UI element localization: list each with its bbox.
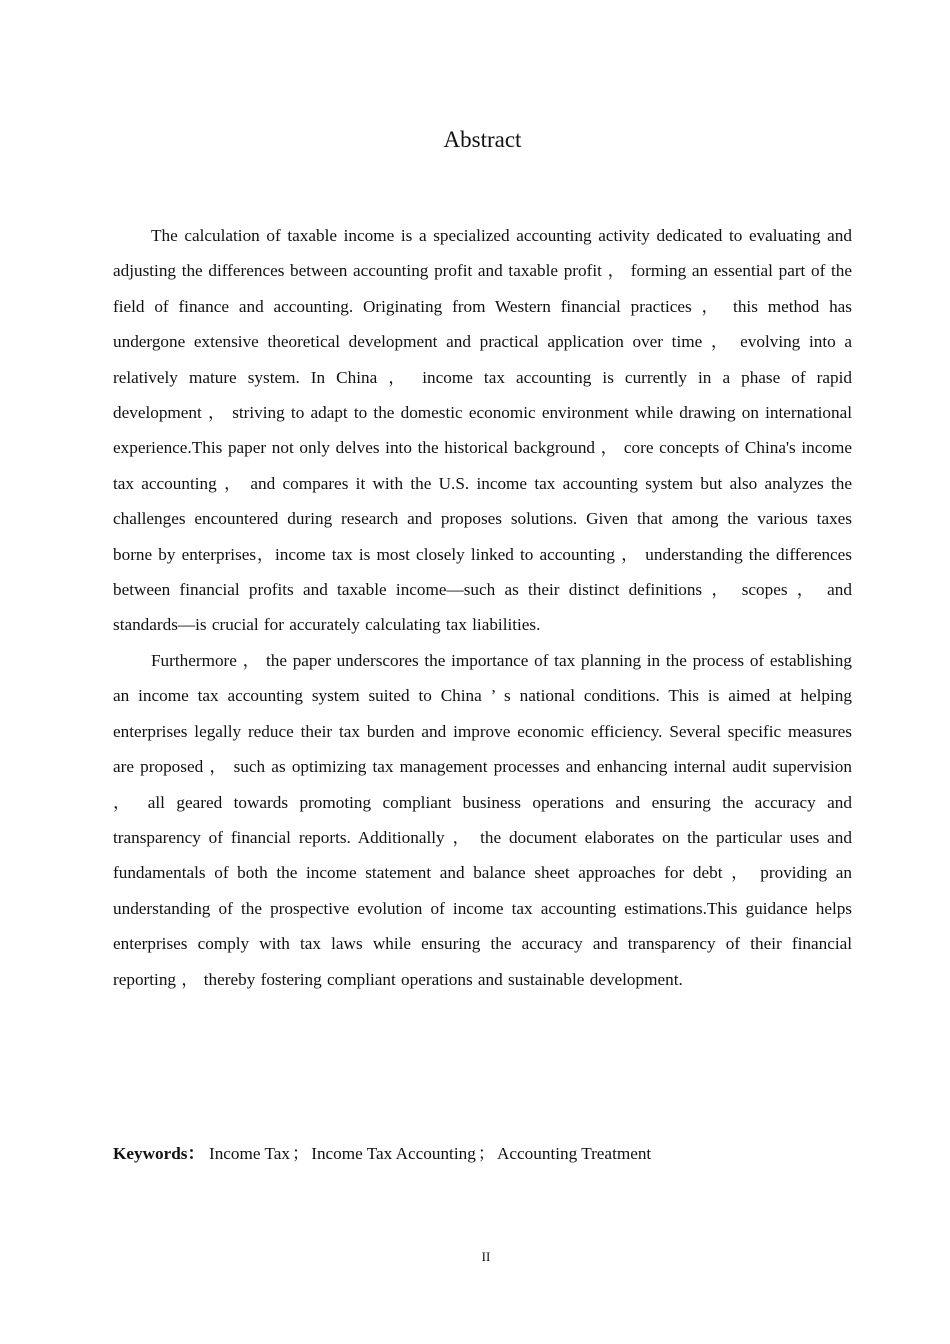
keyword-separator: ； [477,1144,496,1163]
keyword-item: Income Tax Accounting [311,1144,476,1163]
page-number: II [481,1249,491,1264]
keywords-line [113,1138,852,1170]
keyword-separator: ； [292,1144,310,1163]
abstract-paragraph-2: Furthermore ， the paper underscores the importance of tax planning in the process of establishing an income tax accounting system suited to China ’ s national conditions. This is aimed at helping enterprises legally reduce their tax burden and improve economic efficiency. Several specific measures are proposed ， such as optimizing tax management processes and enhancing internal audit supervision ， all geared towards promoting compliant business operations and ensuring the accuracy and transparency of financial reports. Additionally ， the document elaborates on the particular uses and fundamentals of both the income statement and balance sheet approaches for debt ， providing an understanding of the prospective evolution of income tax accounting estimations.This guidance helps enterprises comply with tax laws while ensuring the accuracy and transparency of their financial reporting ， thereby fostering compliant operations and sustainable development. [113,650,852,989]
abstract-title: Abstract [443,127,522,152]
keyword-item: Income Tax [208,1144,291,1163]
abstract-paragraph-1: The calculation of taxable income is a specialized accounting activity dedicated to evaluating and adjusting the differences between accounting profit and taxable profit ， forming an essential part of the field of finance and accounting. Originating from Western financial practices ， this method has undergone extensive theoretical development and practical application over time ， evolving into a relatively mature system. In China ， income tax accounting is currently in a phase of rapid development ， striving to adapt to the domestic economic environment while drawing on international experience.This paper not only delves into the historical background ， core concepts of China's income tax accounting ， and compares it with the U.S. income tax accounting system but also analyzes the challenges encountered during research and proposes solutions. Given that among the various taxes borne by enterprises，income tax is most closely linked to accounting ， understanding the differences between financial profits and taxable income—such as their distinct definitions ， scopes ， and standards—is crucial for accurately calculating tax liabilities. [113,226,852,635]
abstract-body [113,218,852,997]
keywords-label: Keywords： [113,1144,205,1163]
keyword-item: Accounting Treatment [497,1144,652,1163]
